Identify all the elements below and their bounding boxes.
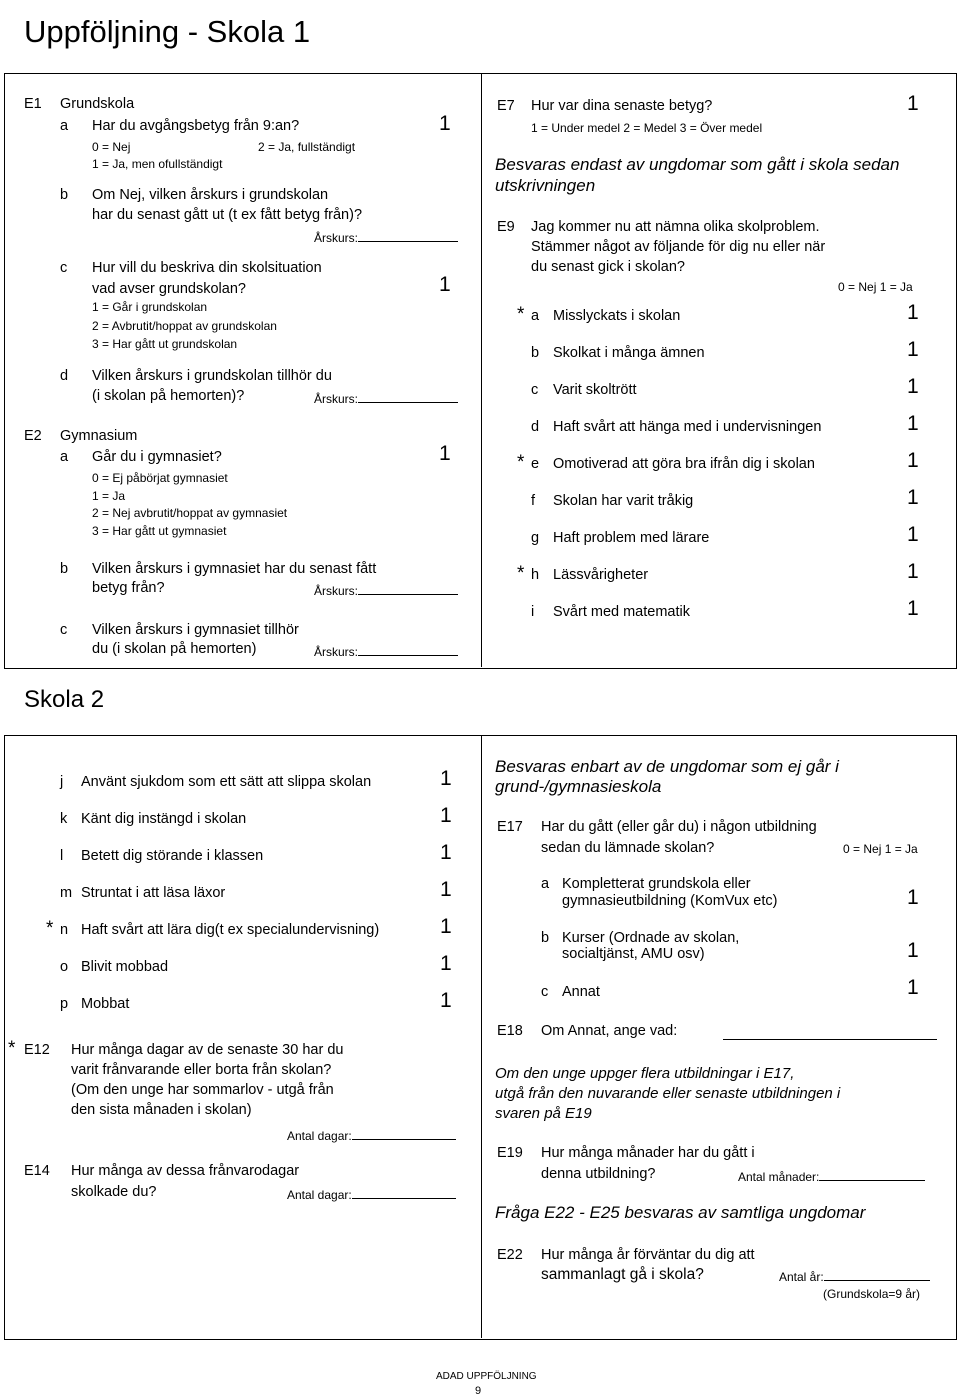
problem-item-a: Misslyckats i skolan [553, 308, 681, 324]
field-label: Årskurs: [314, 392, 359, 406]
arskurs-field-e2b[interactable] [314, 582, 458, 598]
item-letter: a [60, 449, 69, 465]
e17a-line2: gymnasieutbildning (KomVux etc) [562, 893, 778, 909]
e7-scale: 1 = Under medel 2 = Medel 3 = Över medel [531, 121, 763, 135]
answer-line[interactable] [358, 229, 458, 242]
item-letter: f [531, 493, 536, 509]
item-letter: l [60, 848, 64, 864]
arskurs-field-e1b[interactable] [314, 229, 458, 245]
item-letter: g [531, 530, 540, 546]
question-number-e9: E9 [497, 219, 515, 235]
e2b-question-line2: betyg från? [92, 580, 165, 596]
item-letter: n [60, 922, 69, 938]
answer-box-e1a[interactable]: 1 [439, 112, 451, 135]
field-label: Årskurs: [314, 645, 359, 659]
e19-line1: Hur många månader har du gått i [541, 1145, 755, 1161]
item-letter: e [531, 456, 540, 472]
e2-title: Gymnasium [60, 428, 138, 444]
antal-dagar-field-e12[interactable] [287, 1127, 456, 1143]
answer-box-d[interactable]: 1 [907, 412, 919, 435]
answer-box-b[interactable]: 1 [907, 338, 919, 361]
problem-item-c: Varit skoltrött [553, 382, 637, 398]
arskurs-field-e2c[interactable] [314, 643, 458, 659]
option: 0 = Nej [92, 140, 131, 154]
e9-scale: 0 = Nej 1 = Ja [838, 280, 913, 294]
field-label: Antal dagar: [287, 1129, 352, 1143]
option: 1 = Ja, men ofullständigt [92, 157, 223, 171]
item-letter: a [531, 308, 540, 324]
option: 0 = Ej påbörjat gymnasiet [92, 471, 228, 485]
item-letter: m [60, 885, 73, 901]
problem-item-l: Betett dig störande i klassen [81, 848, 264, 864]
e17b-line1: Kurser (Ordnade av skolan, [562, 930, 740, 946]
problem-item-g: Haft problem med lärare [553, 530, 710, 546]
arskurs-field-e1d[interactable] [314, 390, 458, 406]
item-letter: p [60, 996, 69, 1012]
problem-item-b: Skolkat i många ämnen [553, 345, 705, 361]
answer-box-e2a[interactable]: 1 [439, 442, 451, 465]
e19-line2: denna utbildning? [541, 1166, 656, 1182]
answer-box-e17a[interactable]: 1 [907, 886, 919, 909]
answer-line[interactable] [358, 390, 458, 403]
e2a-question: Går du i gymnasiet? [92, 449, 222, 465]
item-letter: a [60, 118, 69, 134]
answer-box-e17b[interactable]: 1 [907, 939, 919, 962]
answer-box-i[interactable]: 1 [907, 597, 919, 620]
problem-item-o: Blivit mobbad [81, 959, 169, 975]
problem-item-i: Svårt med matematik [553, 604, 690, 620]
e1b-question-line2: har du senast gått ut (t ex fått betyg från)? [92, 207, 363, 223]
option: 2 = Avbrutit/hoppat av grundskolan [92, 319, 277, 333]
item-letter: b [60, 561, 69, 577]
e17-question-line2: sedan du lämnade skolan? [541, 840, 715, 856]
section-title: Skola 2 [24, 686, 105, 713]
field-label: Antal dagar: [287, 1188, 352, 1202]
problem-item-e: Omotiverad att göra bra ifrån dig i skolan [553, 456, 815, 472]
field-label: Årskurs: [314, 231, 359, 245]
question-number-e19: E19 [497, 1145, 523, 1161]
e17a-line1: Kompletterat grundskola eller [562, 876, 751, 892]
problem-item-f: Skolan har varit tråkig [553, 493, 694, 509]
e9-question-line3: du senast gick i skolan? [531, 259, 685, 275]
e18-answer-line[interactable] [723, 1025, 937, 1040]
e12-line3: (Om den unge har sommarlov - utgå från [71, 1082, 334, 1098]
answer-box-c[interactable]: 1 [907, 375, 919, 398]
problem-item-k: Känt dig instängd i skolan [81, 811, 247, 827]
e22-emphasis: sammanlagt [541, 1266, 626, 1283]
star-marker: * [517, 452, 525, 473]
item-letter: b [531, 345, 540, 361]
e9-question-line1: Jag kommer nu att nämna olika skolproblem. [531, 219, 820, 235]
item-letter: d [60, 368, 69, 384]
answer-box-m[interactable]: 1 [440, 878, 452, 901]
problem-item-h: Lässvårigheter [553, 567, 649, 583]
question-number-e22: E22 [497, 1247, 523, 1263]
item-letter: i [531, 604, 535, 620]
field-label: Antal år: [779, 1270, 824, 1284]
answer-line[interactable] [358, 582, 458, 595]
item-letter: b [541, 930, 550, 946]
field-label: Årskurs: [314, 584, 359, 598]
e2c-question-line1: Vilken årskurs i gymnasiet tillhör [92, 622, 299, 638]
star-marker: * [517, 304, 525, 325]
problem-item-n: Haft svårt att lära dig(t ex specialundervisning) [81, 922, 380, 938]
e14-line2: skolkade du? [71, 1184, 157, 1200]
page-number: 9 [475, 1385, 482, 1397]
antal-dagar-field-e14[interactable] [287, 1186, 456, 1202]
e1c-question-line2: vad avser grundskolan? [92, 281, 246, 297]
antal-manader-field[interactable] [738, 1168, 925, 1184]
item-letter: h [531, 567, 540, 583]
answer-box-h[interactable]: 1 [907, 560, 919, 583]
e1-title: Grundskola [60, 96, 135, 112]
e9-question-line2: Stämmer något av följande för dig nu eller när [531, 239, 826, 255]
answer-box-e7[interactable]: 1 [907, 92, 919, 115]
item-letter: c [541, 984, 549, 1000]
e1a-question: Har du avgångsbetyg från 9:an? [92, 118, 300, 134]
item-letter: d [531, 419, 540, 435]
column-divider [481, 73, 482, 667]
item-letter: c [60, 260, 68, 276]
answer-line[interactable] [819, 1168, 925, 1181]
problem-item-m: Struntat i att läsa läxor [81, 885, 226, 901]
answer-box-e1c[interactable]: 1 [439, 273, 451, 296]
e18-question: Om Annat, ange vad: [541, 1023, 678, 1039]
question-number-e12: E12 [24, 1042, 50, 1058]
page-title: Uppföljning - Skola 1 [24, 14, 311, 49]
item-letter: b [60, 187, 69, 203]
e22-line2 [541, 1266, 704, 1284]
star-marker: * [46, 918, 54, 939]
e1c-question-line1: Hur vill du beskriva din skolsituation [92, 260, 322, 276]
option: 3 = Har gått ut grundskolan [92, 337, 238, 351]
answer-box-g[interactable]: 1 [907, 523, 919, 546]
answer-line[interactable] [824, 1268, 930, 1281]
item-letter: a [541, 876, 550, 892]
answer-line[interactable] [358, 643, 458, 656]
answer-box-k[interactable]: 1 [440, 804, 452, 827]
antal-ar-field[interactable] [779, 1268, 930, 1284]
column-divider [481, 735, 482, 1338]
e7-question: Hur var dina senaste betyg? [531, 98, 713, 114]
answer-box-l[interactable]: 1 [440, 841, 452, 864]
e2b-question-line1: Vilken årskurs i gymnasiet har du senast fått [92, 561, 377, 577]
problem-item-j: Använt sjukdom som ett sätt att slippa skolan [81, 774, 372, 790]
note-e19-line2: utgå från den nuvarande eller senaste utbildningen i [495, 1085, 841, 1102]
star-marker: * [517, 563, 525, 584]
answer-line[interactable] [352, 1186, 456, 1199]
e22-line1: Hur många år förväntar du dig att [541, 1247, 755, 1263]
e22-line2-rest: gå i skola? [625, 1266, 704, 1283]
question-number-e14: E14 [24, 1163, 50, 1179]
problem-item-p: Mobbat [81, 996, 130, 1012]
note-e19-line1: Om den unge uppger flera utbildningar i E17, [495, 1065, 795, 1082]
question-number-e1: E1 [24, 96, 42, 112]
item-letter: c [531, 382, 539, 398]
item-letter: c [60, 622, 68, 638]
option: 3 = Har gått ut gymnasiet [92, 524, 227, 538]
e17b-line2: socialtjänst, AMU osv) [562, 946, 705, 962]
e2c-question-line2: du (i skolan på hemorten) [92, 641, 257, 657]
answer-box-f[interactable]: 1 [907, 486, 919, 509]
question-number-e2: E2 [24, 428, 42, 444]
star-marker: * [8, 1038, 16, 1059]
option: 2 = Nej avbrutit/hoppat av gymnasiet [92, 506, 288, 520]
footer-org: ADAD UPPFÖLJNING [436, 1371, 537, 1382]
answer-line[interactable] [352, 1127, 456, 1140]
answer-box-o[interactable]: 1 [440, 952, 452, 975]
question-number-e17: E17 [497, 819, 523, 835]
answer-box-a[interactable]: 1 [907, 301, 919, 324]
option: 1 = Ja [92, 489, 126, 503]
note-e22: Fråga E22 - E25 besvaras av samtliga ungdomar [495, 1203, 866, 1222]
item-letter: j [60, 774, 64, 790]
e1d-question-line2: (i skolan på hemorten)? [92, 388, 245, 404]
answer-box-n[interactable]: 1 [440, 915, 452, 938]
e1d-question-line1: Vilken årskurs i grundskolan tillhör du [92, 368, 332, 384]
option: 1 = Går i grundskolan [92, 300, 208, 314]
problem-item-d: Haft svårt att hänga med i undervisningen [553, 419, 822, 435]
question-number-e18: E18 [497, 1023, 523, 1039]
e22-note: (Grundskola=9 år) [823, 1287, 921, 1301]
e14-line1: Hur många av dessa frånvarodagar [71, 1163, 300, 1179]
item-letter: o [60, 959, 69, 975]
note-e17: Besvaras enbart av de ungdomar som ej går i grund-/gymnasieskola [495, 757, 839, 796]
note-e19-line3: svaren på E19 [495, 1105, 592, 1122]
answer-box-e[interactable]: 1 [907, 449, 919, 472]
e12-line2: varit frånvarande eller borta från skolan? [71, 1062, 332, 1078]
field-label: Antal månader: [738, 1170, 820, 1184]
note-e9: Besvaras endast av ungdomar som gått i skola sedan utskrivningen [495, 155, 900, 195]
answer-box-j[interactable]: 1 [440, 767, 452, 790]
option: 2 = Ja, fullständigt [258, 140, 356, 154]
e1b-question-line1: Om Nej, vilken årskurs i grundskolan [92, 187, 329, 203]
question-number-e7: E7 [497, 98, 515, 114]
e12-line1: Hur många dagar av de senaste 30 har du [71, 1042, 344, 1058]
item-letter: k [60, 811, 68, 827]
e17-scale: 0 = Nej 1 = Ja [843, 842, 918, 856]
answer-box-p[interactable]: 1 [440, 989, 452, 1012]
answer-box-e17c[interactable]: 1 [907, 976, 919, 999]
e17c-line1: Annat [562, 984, 600, 1000]
e17-question-line1: Har du gått (eller går du) i någon utbildning [541, 819, 817, 835]
e12-line4: den sista månaden i skolan) [71, 1102, 252, 1118]
